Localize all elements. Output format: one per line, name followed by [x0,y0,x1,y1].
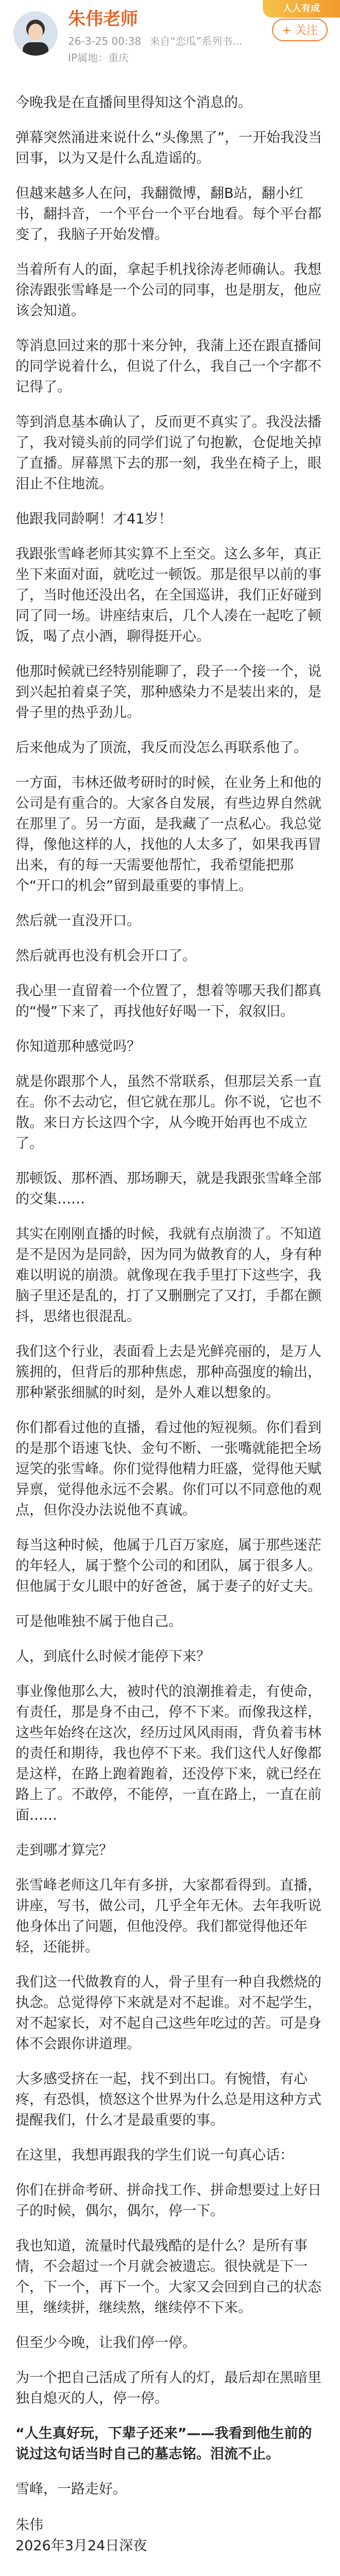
post-paragraph: 走到哪才算完？ [15,1842,113,1858]
post-paragraph: 为一个把自己活成了所有人的灯，最后却在黑暗里独自熄灭的人，停一停。 [15,2370,321,2406]
post-paragraph: 等消息回过来的那十来分钟，我蒲上还在跟直播间的同学说着什么，但说了什么，我自己一个字都不记得了。 [15,338,321,395]
post-paragraph: 你们都看过他的直播，看过他的短视频。你们看到的是那个语速飞快、金句不断、一张嘴就能把全场逗笑的张雪峰。你们觉得他精力旺盛，觉得他天赋异禀，觉得他永远不会累。你们可以不同意他的观点，但你没办法说他不真诚。 [15,1420,321,1518]
post-paragraph: 后来他成为了顶流，我反而没怎么再联系他了。 [15,740,308,756]
post-paragraph: 但至少今晚，让我们停一停。 [15,2335,196,2351]
post-paragraph: 当着所有人的面，拿起手机找徐涛老师确认。我想徐涛跟张雪峰是一个公司的同事，也是朋友，他应该会知道。 [15,262,321,319]
post-date: 26-3-25 00:38 [68,35,142,47]
post-paragraph: 今晚我是在直播间里得知这个消息的。 [15,95,252,111]
signature: 朱伟 [15,2517,43,2533]
post-paragraph: 弹幕突然涌进来说什么“头像黑了”，一开始我没当回事，以为又是什么乱造谣的。 [15,130,322,166]
post-paragraph: 就是你跟那个人，虽然不常联系，但那层关系一直在。你不去动它，但它就在那儿。你不说，它也不散。来日方长这四个字，从今晚开始再也不成立了。 [15,1074,321,1151]
post-paragraph: 然后就一直没开口。 [15,913,141,929]
post-paragraph: 我也知道，流量时代最残酷的是什么？是所有事情，不会超过一个月就会被遗忘。很快就是下一个，下一个，再下一个。大家又会回到自己的状态里，继续拼，继续熬，继续停不下来。 [15,2238,321,2316]
sign-date: 2026年3月24日深夜 [15,2538,147,2554]
post-paragraph: 然后就再也没有机会开口了。 [15,948,196,964]
avatar[interactable] [13,11,58,56]
post-paragraph: 人，到底什么时候才能停下来？ [15,1649,210,1665]
post-paragraph: 我跟张雪峰老师其实算不上至交。这么多年，真正坐下来面对面，就吃过一顿饭。那是很早以前的事了，当时他还没出名，在全国巡讲，我们正好碰到同了同一场。讲座结束后，几个人凑在一起吃了顿饭，喝了点小酒，聊得挺开心。 [15,546,321,645]
post-paragraph: 其实在刚刚直播的时候，我就有点崩溃了。不知道是不是因为是同龄，因为同为做教育的人，身有种难以明说的崩溃。就像现在我手里打下这些字，我脑子里还是乱的，打了又删删完了又打，手都在颤抖，思绪也很混乱。 [15,1226,321,1325]
ip-location: IP属地：重庆 [68,52,129,64]
post-meta [68,33,247,48]
post-paragraph: 他跟我同龄啊！才41岁！ [15,511,173,527]
post-paragraph: 他那时候就已经特别能聊了，段子一个接一个，说到兴起拍着桌子笑，那种感染力不是装出来的，是骨子里的热乎劲儿。 [15,664,321,721]
post-paragraph: 我们这一代做教育的人，骨子里有一种自我燃烧的执念。总觉得停下来就是对不起谁。对不起学生，对不起家长，对不起自己这些年吃过的苦。可是身体不会跟你讲道理。 [15,1974,321,2052]
post-paragraph: 但越来越多人在问，我翻微博，翻B站，翻小红书，翻抖音，一个平台一个平台地看。每个平台都变了，我脑子开始发懵。 [15,185,321,243]
badge: 人人有成 [263,0,340,18]
post-body [15,93,325,2556]
post-paragraph: 张雪峰老师这几年有多拼，大家都看得到。直播，讲座，写书，做公司，几乎全年无休。去年我听说他身体出了问题，但他没停。我们都觉得他还年轻，还能拼。 [15,1877,321,1955]
post-source[interactable]: 来自“恋瓜”系列书... [149,35,243,47]
post-paragraph: 每当这种时候，他属于几百万家庭，属于那些迷茫的年轻人，属于整个公司的和团队，属于很多人。但他属于女儿眼中的好爸爸，属于妻子的好丈夫。 [15,1537,321,1595]
post-paragraph: 在这里，我想再跟我的学生们说一句真心话： [15,2147,294,2163]
post-paragraph: 雪峰，一路走好。 [15,2481,127,2497]
post-paragraph: 我心里一直留着一个位置了，想着等哪天我们都真的“慢”下来了，再找他好好喝一下，叙叙旧。 [15,983,321,1020]
post-paragraph: “人生真好玩，下辈子还来”——我看到他生前的说过这句话当时自己的墓志铭。泪流不止。 [15,2426,312,2462]
post-paragraph: 可是他唯独不属于他自己。 [15,1614,182,1630]
avatar-icon [13,11,58,56]
post-paragraph: 你们在拼命考研、拼命找工作、拼命想要过上好日子的时候，偶尔，偶尔，停一下。 [15,2182,321,2219]
post-header [0,0,340,88]
post-paragraph: 我们这个行业，表面看上去是光鲜亮丽的，是万人簇拥的，但背后的那种焦虑，那种高强度的输出，那种紧张细腻的时刻，是外人难以想象的。 [15,1344,321,1401]
follow-button[interactable]: + 关注 [272,19,328,41]
post-paragraph: 事业像他那么大，被时代的浪潮推着走，有使命，有责任，那是身不由己，停不下来。而像我这样，这些年始终在这次，经历过风风雨雨，背负着韦林的责任和期待，我也停不下来。我们这代人好像都是这样，在路上跑着跑着，还没停下来，就已经在路上了。不敢停，不能停，一直在路上，一直在前面…… [15,1684,321,1823]
post-paragraph: 等到消息基本确认了，反而更不真实了。我没法播了，我对镜头前的同学们说了句抱歉，仓促地关掉了直播。屏幕黑下去的那一刻，我坐在椅子上，眼泪止不住地流。 [15,414,321,492]
post-paragraph: 那顿饭、那杯酒、那场聊天，就是我跟张雪峰全部的交集…… [15,1171,321,1207]
post-paragraph: 一方面，韦林还做考研时的时候，在业务上和他的公司是有重合的。大家各自发展，有些边界自然就在那里了。另一方面，是我藏了一点私心。我总觉得，像他这样的人，找他的人太多了，如果我再冒出来，有的每一天需要他帮忙，我希望能把那个“开口的机会”留到最重要的事情上。 [15,775,321,894]
post-paragraph: 大多感受挤在一起，找不到出口。有惋惜，有心疼，有恐惧，愤怒这个世界为什么总是用这种方式提醒我们，什么才是最重要的事。 [15,2071,321,2128]
post-paragraph: 你知道那种感觉吗？ [15,1039,141,1055]
author-name[interactable]: 朱伟老师 [68,9,138,29]
